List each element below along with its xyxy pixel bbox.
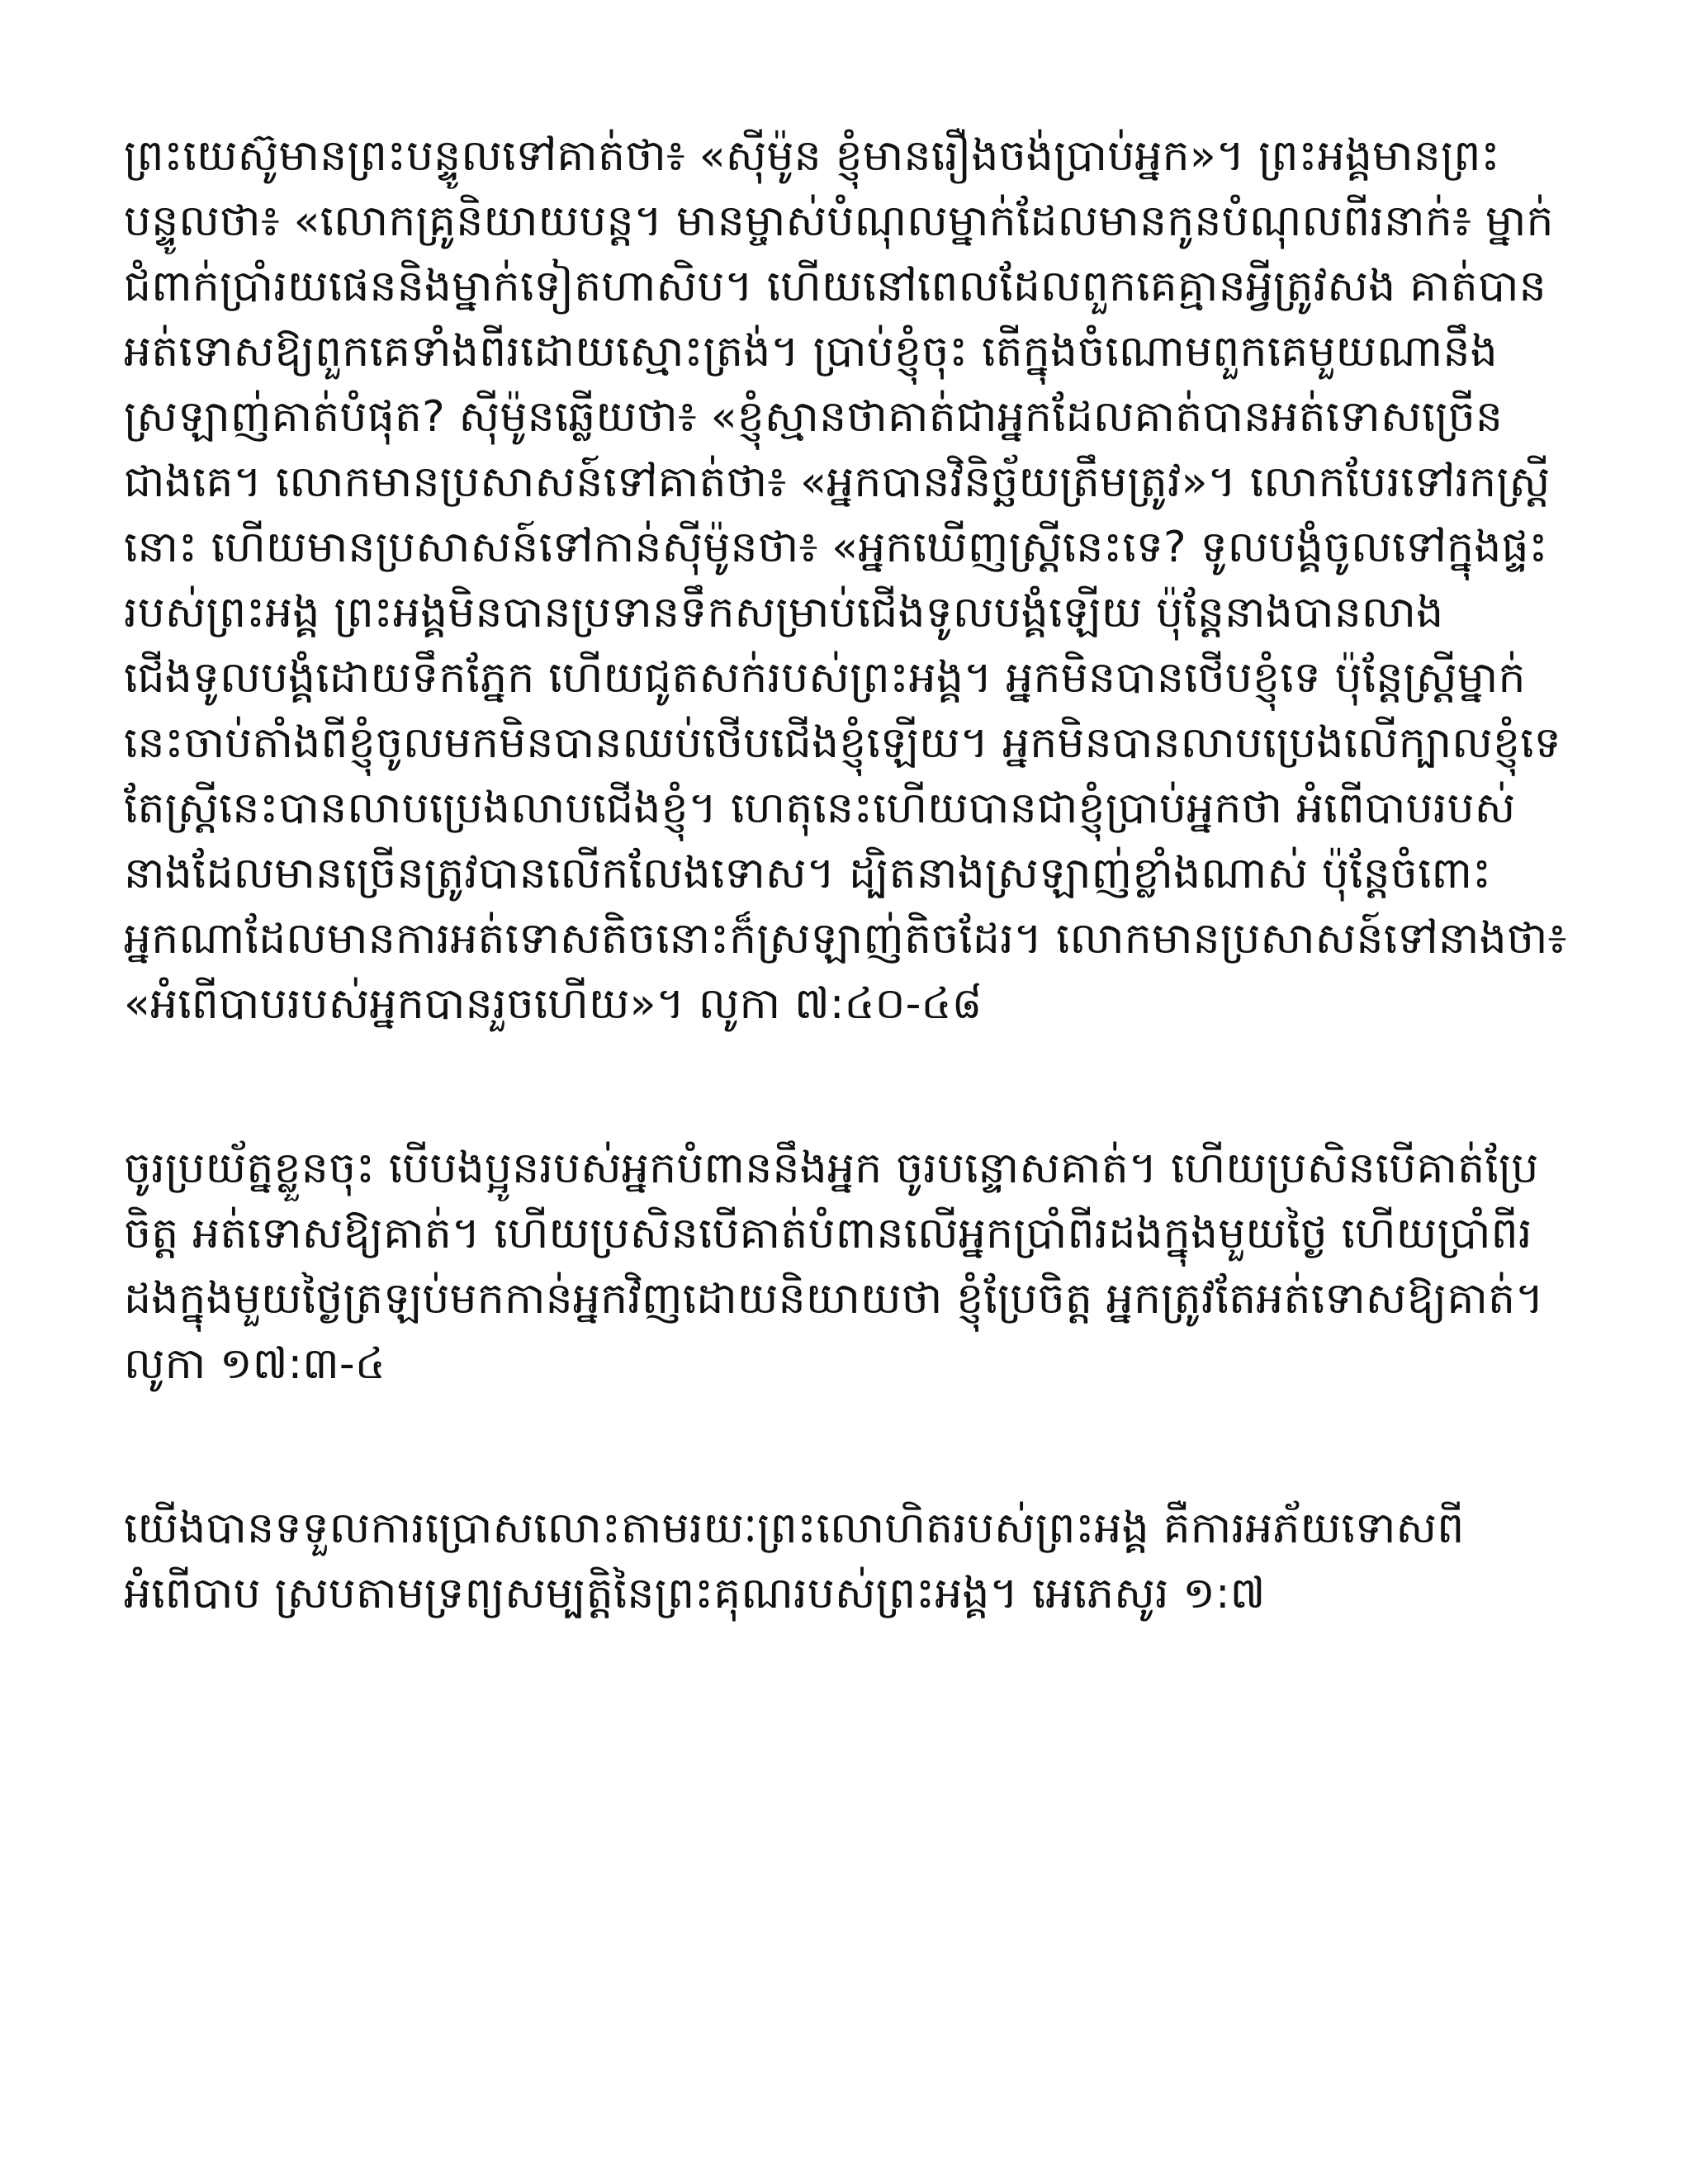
document-body [124,124,1569,1627]
paragraph-luke-7-40-48: ព្រះយេស៊ូមានព្រះបន្ទូលទៅគាត់ថា៖ «ស៊ីម៉ូន ខ្ញុំមានរឿងចង់ប្រាប់អ្នក»។ ព្រះអង្គមានព្រះបន្ទូលថា៖ «លោកគ្រូនិយាយបន្ត។ មានម្ចាស់បំណុលម្នាក់ដែលមានកូនបំណុលពីរនាក់៖ ម្នាក់ជំពាក់ប្រាំរយផេននិងម្នាក់ទៀតហាសិប។ ហើយនៅពេលដែលពួកគេគ្មានអ្វីត្រូវសង គាត់បានអត់ទោសឱ្យពួកគេទាំងពីរដោយស្មោះត្រង់។ ប្រាប់ខ្ញុំចុះ តើក្នុងចំណោមពួកគេមួយណានឹងស្រឡាញ់គាត់បំផុត? ស៊ីម៉ូនឆ្លើយថា៖ «ខ្ញុំស្មានថាគាត់ជាអ្នកដែលគាត់បានអត់ទោសច្រើនជាងគេ។ លោកមានប្រសាសន៍ទៅគាត់ថា៖ «អ្នកបានវិនិច្ឆ័យត្រឹមត្រូវ»។ លោកបែរទៅរកស្ត្រីនោះ ហើយមានប្រសាសន៍ទៅកាន់ស៊ីម៉ូនថា៖ «អ្នកឃើញស្ត្រីនេះទេ? ទូលបង្គំចូលទៅក្នុងផ្ទះរបស់ព្រះអង្គ ព្រះអង្គមិនបានប្រទានទឹកសម្រាប់ជើងទូលបង្គំឡើយ ប៉ុន្តែនាងបានលាងជើងទូលបង្គំដោយទឹកភ្នែក ហើយជូតសក់របស់ព្រះអង្គ។ អ្នកមិនបានថើបខ្ញុំទេ ប៉ុន្តែស្ត្រីម្នាក់នេះចាប់តាំងពីខ្ញុំចូលមកមិនបានឈប់ថើបជើងខ្ញុំឡើយ។ អ្នកមិនបានលាបប្រេងលើក្បាលខ្ញុំទេ តែស្ត្រីនេះបានលាបប្រេងលាបជើងខ្ញុំ។ ហេតុនេះហើយបានជាខ្ញុំប្រាប់អ្នកថា អំពើបាបរបស់នាងដែលមានច្រើនត្រូវបានលើកលែងទោស។ ដ្បិតនាងស្រឡាញ់ខ្លាំងណាស់ ប៉ុន្តែចំពោះអ្នកណាដែលមានការអត់ទោសតិចនោះក៏ស្រឡាញ់តិចដែរ។ លោកមានប្រសាសន៍ទៅនាងថា៖ «អំពើបាបរបស់អ្នកបានរួចហើយ»។ លូកា ៧:៤០-៤៨ [124,131,1567,1029]
paragraph-luke-17-3-4: ចូរប្រយ័ត្នខ្លួនចុះ បើបងប្អូនរបស់អ្នកបំពាននឹងអ្នក ចូរបន្ទោសគាត់។ ហើយប្រសិនបើគាត់ប្រែចិត្ត អត់ទោសឱ្យគាត់។ ហើយប្រសិនបើគាត់បំពានលើអ្នកប្រាំពីរដងក្នុងមួយថ្ងៃ ហើយប្រាំពីរដងក្នុងមួយថ្ងៃត្រឡប់មកកាន់អ្នកវិញដោយនិយាយថា ខ្ញុំប្រែចិត្ត អ្នកត្រូវតែអត់ទោសឱ្យគាត់។ លូកា ១៧:៣-៤ [124,1144,1544,1389]
paragraph-ephesians-1-7: យើងបានទទួលការប្រោសលោះតាមរយៈព្រះលោហិតរបស់ព្រះអង្គ គឺការអភ័យទោសពីអំពើបាប ស្របតាមទ្រព្យសម្បត្តិនៃព្រះគុណរបស់ព្រះអង្គ។ អេភេសូរ ១:៧ [124,1504,1465,1618]
